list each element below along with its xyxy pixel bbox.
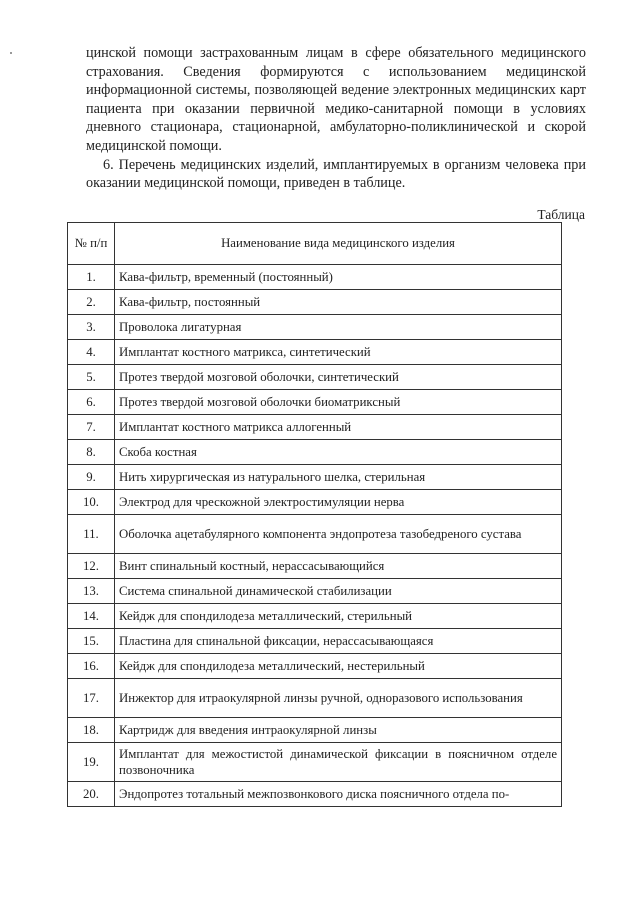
table-row: [68, 415, 562, 440]
table-row: [68, 743, 562, 782]
table-row: [68, 465, 562, 490]
row-name: Винт спинальный костный, нерассасывающийся: [115, 554, 562, 579]
scan-mark: [10, 52, 12, 54]
row-name: Инжектор для итраокулярной линзы ручной, одноразового использования: [115, 679, 562, 718]
table-row: [68, 782, 562, 807]
row-name: Имплантат для межостистой динамической фиксации в поясничном отделе позвоночника: [115, 743, 562, 782]
row-name: Эндопротез тотальный межпозвонкового диска поясничного отдела по-: [115, 782, 562, 807]
row-name: Картридж для введения интраокулярной линзы: [115, 718, 562, 743]
row-name: Кейдж для спондилодеза металлический, стерильный: [115, 604, 562, 629]
intro-paragraph-1: цинской помощи застрахованным лицам в сфере обязательного медицинского страхования. Сведения формируются с использованием медицинской информационной системы, позволяющей ведение электронных медицинских карт пациента при оказании первичной медико-санитарной помощи в условиях дневного стационара, стационарной, амбулаторно-поликлинической и скорой медицинской помощи.: [86, 45, 586, 154]
header-number: № п/п: [68, 223, 115, 265]
row-number: 13.: [68, 579, 115, 604]
table-caption: Таблица: [537, 207, 585, 222]
row-number: 7.: [68, 415, 115, 440]
table-row: [68, 654, 562, 679]
row-number: 4.: [68, 340, 115, 365]
row-number: 3.: [68, 315, 115, 340]
table-row: [68, 604, 562, 629]
row-name: Скоба костная: [115, 440, 562, 465]
row-number: 20.: [68, 782, 115, 807]
table-row: [68, 554, 562, 579]
row-name: Оболочка ацетабулярного компонента эндопротеза тазобедреного сустава: [115, 515, 562, 554]
row-number: 14.: [68, 604, 115, 629]
row-name: Имплантат костного матрикса аллогенный: [115, 415, 562, 440]
table-row: [68, 340, 562, 365]
intro-paragraph-2: 6. Перечень медицинских изделий, имплантируемых в организм человека при оказании медицинской помощи, приведен в таблице.: [86, 156, 586, 192]
implant-devices-table: [67, 222, 562, 807]
table-row: [68, 679, 562, 718]
table-row: [68, 718, 562, 743]
row-name: Система спинальной динамической стабилизации: [115, 579, 562, 604]
table-row: [68, 265, 562, 290]
row-number: 17.: [68, 679, 115, 718]
row-name: Кава-фильтр, постоянный: [115, 290, 562, 315]
row-number: 12.: [68, 554, 115, 579]
table-row: [68, 390, 562, 415]
row-number: 16.: [68, 654, 115, 679]
row-number: 9.: [68, 465, 115, 490]
row-number: 6.: [68, 390, 115, 415]
table-row: [68, 315, 562, 340]
row-number: 1.: [68, 265, 115, 290]
row-number: 19.: [68, 743, 115, 782]
table-row: [68, 440, 562, 465]
row-number: 2.: [68, 290, 115, 315]
row-name: Пластина для спинальной фиксации, нерассасывающаяся: [115, 629, 562, 654]
row-name: Протез твердой мозговой оболочки, синтетический: [115, 365, 562, 390]
table-row: [68, 365, 562, 390]
row-number: 8.: [68, 440, 115, 465]
intro-text: [86, 44, 586, 193]
row-name: Нить хирургическая из натурального шелка, стерильная: [115, 465, 562, 490]
row-number: 11.: [68, 515, 115, 554]
header-name: Наименование вида медицинского изделия: [115, 223, 562, 265]
table-row: [68, 490, 562, 515]
table-row: [68, 515, 562, 554]
row-name: Электрод для чрескожной электростимуляции нерва: [115, 490, 562, 515]
table-row: [68, 290, 562, 315]
row-name: Проволока лигатурная: [115, 315, 562, 340]
table-row: [68, 579, 562, 604]
row-name: Имплантат костного матрикса, синтетический: [115, 340, 562, 365]
row-number: 5.: [68, 365, 115, 390]
row-number: 10.: [68, 490, 115, 515]
table-row: [68, 629, 562, 654]
row-name: Протез твердой мозговой оболочки биоматриксный: [115, 390, 562, 415]
row-number: 18.: [68, 718, 115, 743]
row-name: Кава-фильтр, временный (постоянный): [115, 265, 562, 290]
row-name: Кейдж для спондилодеза металлический, нестерильный: [115, 654, 562, 679]
table-header-row: [68, 223, 562, 265]
row-number: 15.: [68, 629, 115, 654]
